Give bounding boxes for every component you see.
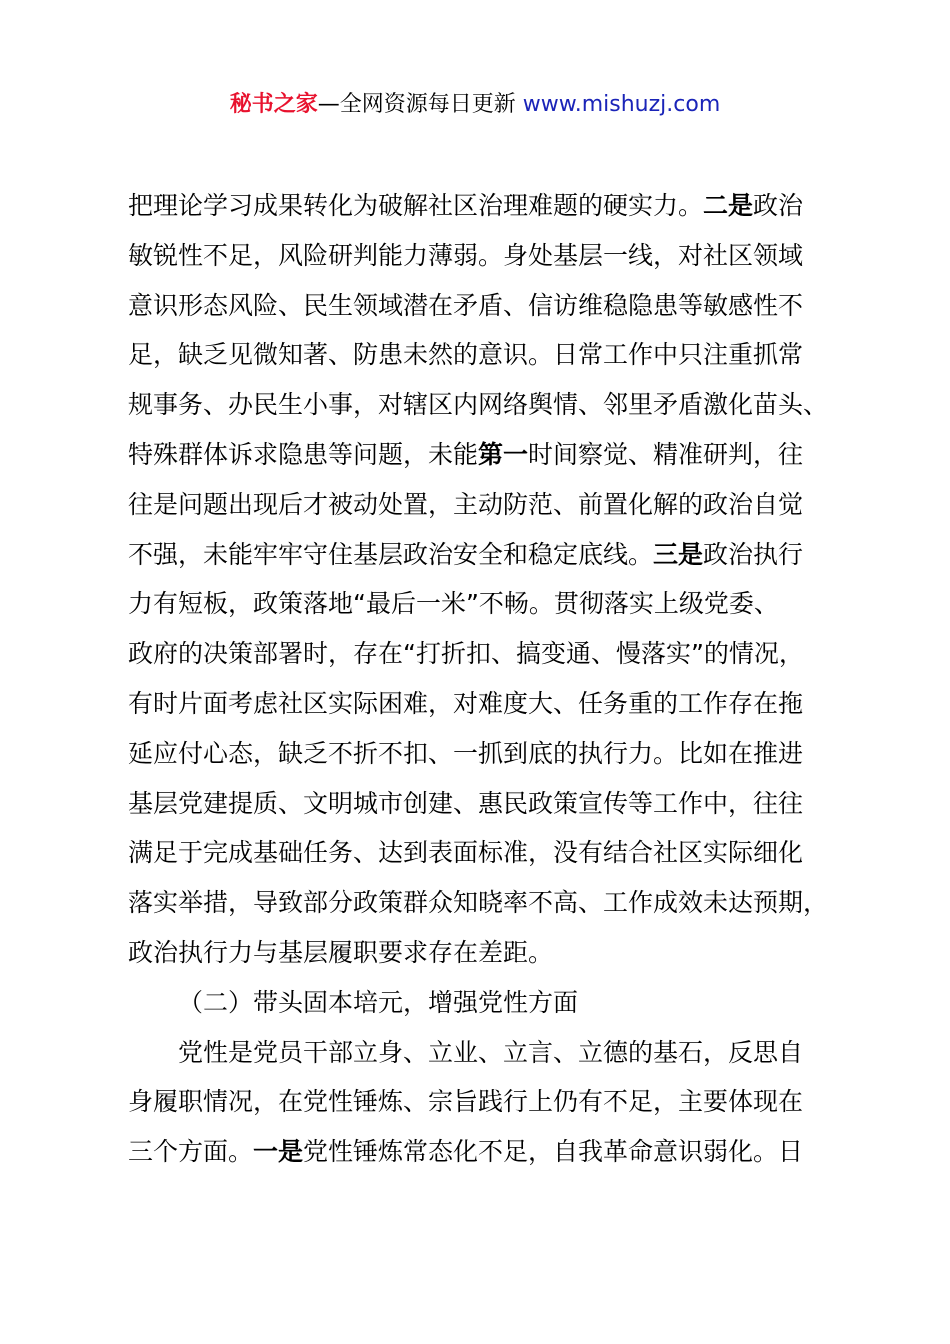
bold-marker: 二是 [703,191,754,220]
paragraph-line [128,530,828,580]
text-segment: 政治执行力与基层履职要求存在差距。 [128,937,554,967]
paragraph-line [128,430,828,480]
bold-marker: 三是 [653,539,704,569]
paragraph-line [128,579,828,629]
paragraph-line [128,231,828,281]
text-segment: 力有短板，政策落地“最后一米”不畅。贯彻落实上级党委、 [128,589,779,619]
text-segment: 政治 [753,191,804,220]
paragraph-line [128,380,828,430]
paragraph-line-indented [128,1028,828,1078]
text-segment: 把理论学习成果转化为破解社区治理难题的硬实力。 [128,191,704,220]
text-segment: 足，缺乏见微知著、防患未然的意识。日常工作中只注重抓常 [128,340,804,370]
paragraph-line [128,928,828,978]
text-segment: 党性锤炼常态化不足，自我革命意识弱化。日 [303,1137,804,1167]
text-segment: 规事务、办民生小事，对辖区内网络舆情、邻里矛盾激化苗头、 [128,390,829,420]
paragraph-line [128,878,828,928]
paragraph-line-indented [128,978,828,1028]
document-body [128,181,828,1177]
text-segment: 特殊群体诉求隐患等问题，未能 [128,439,479,469]
text-segment: 意识形态风险、民生领域潜在矛盾、信访维稳隐患等敏感性不 [128,290,804,320]
bold-marker: 第一 [478,439,529,469]
text-segment: （二）带头固本培元，增强党性方面 [178,987,579,1017]
paragraph-line [128,1127,828,1177]
text-segment: 敏锐性不足，风险研判能力薄弱。身处基层一线，对社区领域 [128,240,804,270]
paragraph-line [128,181,828,231]
paragraph-line [128,281,828,331]
paragraph-line [128,729,828,779]
brand-name: 秘书之家 [229,92,318,117]
text-segment: 三个方面。 [128,1137,254,1167]
text-segment: 往是问题出现后才被动处置，主动防范、前置化解的政治自觉 [128,489,804,519]
text-segment: 不强，未能牢牢守住基层政治安全和稳定底线。 [128,539,654,569]
site-url-link[interactable]: www.mishuzj.com [522,92,721,117]
paragraph-line [128,330,828,380]
paragraph-line [128,679,828,729]
header-tagline: —全网资源每日更新 [317,92,523,117]
text-segment: 基层党建提质、文明城市创建、惠民政策宣传等工作中，往往 [128,788,804,818]
text-segment: 满足于完成基础任务、达到表面标准，没有结合社区实际细化 [128,838,804,868]
text-segment: 党性是党员干部立身、立业、立言、立德的基石，反思自 [178,1037,804,1067]
bold-marker: 一是 [253,1137,304,1167]
text-segment: 政治执行 [703,539,804,569]
text-segment: 身履职情况，在党性锤炼、宗旨践行上仍有不足，主要体现在 [128,1087,804,1117]
text-segment: 时间察觉、精准研判，往 [528,439,804,469]
text-segment: 有时片面考虑社区实际困难，对难度大、任务重的工作存在拖 [128,688,804,718]
paragraph-line [128,480,828,530]
paragraph-line [128,828,828,878]
paragraph-line [128,779,828,829]
text-segment: 政府的决策部署时，存在“打折扣、搞变通、慢落实”的情况， [128,639,804,669]
paragraph-line [128,629,828,679]
page-header [0,88,950,122]
paragraph-line [128,1077,828,1127]
text-segment: 延应付心态，缺乏不折不扣、一抓到底的执行力。比如在推进 [128,738,804,768]
text-segment: 落实举措，导致部分政策群众知晓率不高、工作成效未达预期， [128,888,829,918]
